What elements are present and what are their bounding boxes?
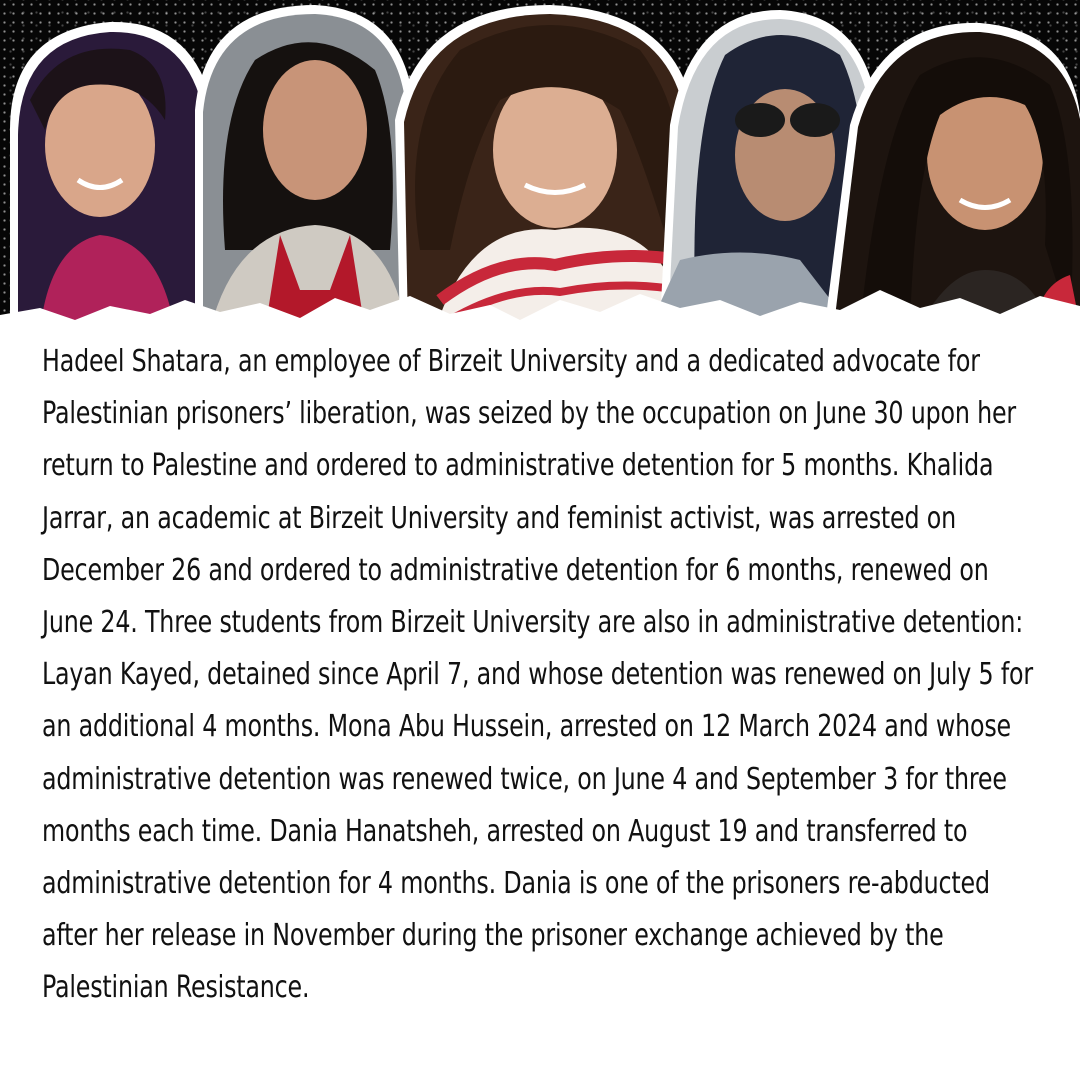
portrait-banner — [0, 0, 1080, 340]
article-body: Hadeel Shatara, an employee of Birzeit University and a dedicated advocate for Palestinian prisoners’ liberation, was seized by the occupation on June 30 upon her return to Palestine and ordered to administrative detention for 5 months. Khalida Jarrar, an academic at Birzeit University and feminist activist, was arrested on December 26 and ordered to administrative detention for 6 months, renewed on June 24. Three students from Birzeit University are also in administrative detention: Layan Kayed, detained since April 7, and whose detention was renewed on July 5 for an additional 4 months. Mona Abu Hussein, arrested on 12 March 2024 and whose administrative detention was renewed twice, on June 4 and September 3 for three months each time. Dania Hanatsheh, arrested on August 19 and transferred to administrative detention for 4 months. Dania is one of the prisoners re-abducted after her release in November during the prisoner exchange achieved by the Palestinian Resistance. — [42, 344, 1033, 1006]
torn-paper-edge — [0, 270, 1080, 340]
